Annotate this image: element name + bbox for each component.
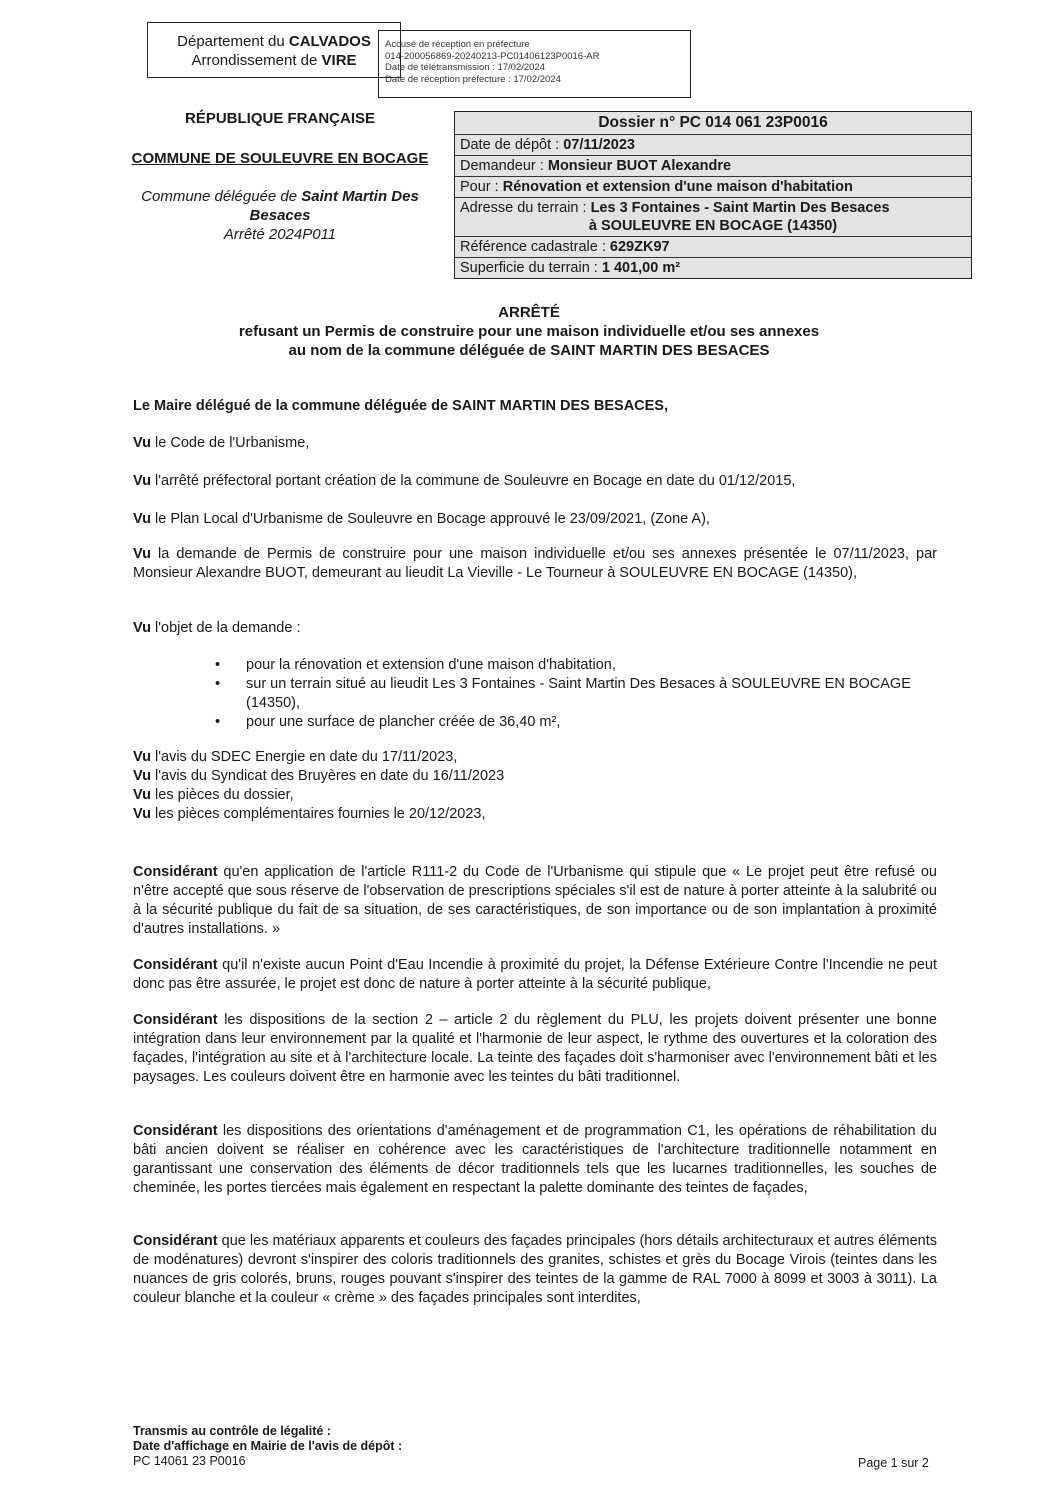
footer-affichage: Date d'affichage en Mairie de l'avis de dépôt : [133, 1439, 403, 1453]
arrete-title-heading: ARRÊTÉ [498, 304, 560, 321]
dossier-row-pour: Pour : Rénovation et extension d'une maison d'habitation [455, 176, 971, 197]
list-item: • pour la rénovation et extension d'une maison d'habitation, [215, 657, 616, 673]
bullet-icon: • [215, 676, 221, 692]
considerant-paragraph: Considérant les dispositions des orientations d'aménagement et de programmation C1, les opérations de réhabilitation du bâti ancien doivent se réaliser en cohérence avec les caractéristiques de l'architecture traditionnelle notamment en garantissant une conservation des éléments de décor traditionnels tels que les lucarnes traditionnelles, les souches de cheminée, les portes tiercées mais également en respectant la palette dominante des teintes de façades, [133, 1123, 937, 1196]
receipt-line: 014-200056869-20240213-PC01406123P0016-AR [385, 50, 600, 62]
vu-paragraph: Vu le Plan Local d'Urbanisme de Souleuvre en Bocage approuvé le 23/09/2021, (Zone A), [133, 511, 710, 527]
arrondissement-label: Arrondissement de [191, 52, 322, 69]
dossier-row-adresse: Adresse du terrain : Les 3 Fontaines - Saint Martin Des Besaces à SOULEUVRE EN BOCAGE (14350) [455, 197, 971, 236]
footer-reference: PC 14061 23 P0016 [133, 1454, 246, 1468]
arrete-title-subject: refusant un Permis de construire pour une maison individuelle et/ou ses annexes [238, 323, 820, 340]
vu-paragraph: Vu la demande de Permis de construire pour une maison individuelle et/ou ses annexes présentée le 07/11/2023, par Monsieur Alexandre BUOT, demeurant au lieudit La Vieville - Le Tourneur à SOULEUVRE EN BOCAGE (14350), [133, 546, 937, 581]
vu-list: Vu l'avis du SDEC Energie en date du 17/11/2023, Vu l'avis du Syndicat des Bruyères en date du 16/11/2023 Vu les pièces du dossier, Vu les pièces complémentaires fournies le 20/12/2023, [133, 749, 505, 822]
receipt-line: Date de télétransmission : 17/02/2024 [385, 62, 546, 73]
considerant-paragraph: Considérant qu'il n'existe aucun Point d'Eau Incendie à proximité du projet, la Défense Extérieure Contre l'Incendie ne peut donc pas être assurée, le projet est donc de nature à porter atteinte à la sécurité publique, [133, 957, 937, 992]
footer-block [133, 1424, 402, 1469]
department-box [147, 22, 401, 78]
dossier-row-cadastre: Référence cadastrale : 629ZK97 [455, 236, 971, 257]
bullet-icon: • [215, 657, 221, 673]
considerant-paragraph: Considérant les dispositions de la section 2 – article 2 du règlement du PLU, les projets doivent présenter une bonne intégration dans leur environnement par la qualité et l'harmonie de leur aspect, le rythme des ouvertures et la coloration des façades, l'intégration au site et à l'architecture locale. La teinte des façades doit s'harmoniser avec l'environnement bâti et les paysages. Les couleurs doivent être en harmonie avec les teintes du bâti traditionnel. [133, 1012, 937, 1085]
bullet-icon: • [215, 714, 221, 730]
dossier-row-depot: Date de dépôt : 07/11/2023 [455, 134, 971, 155]
dossier-row-demandeur: Demandeur : Monsieur BUOT Alexandre [455, 155, 971, 176]
prefecture-receipt-stamp [378, 30, 691, 98]
vu-paragraph: Vu l'objet de la demande : [133, 620, 301, 636]
department-label: Département du [177, 33, 289, 50]
dossier-table [454, 111, 972, 279]
maire-line: Le Maire délégué de la commune déléguée de SAINT MARTIN DES BESACES, [133, 398, 669, 414]
commune-deleguee-name: Saint Martin Des Besaces [249, 188, 419, 224]
vu-paragraph: Vu le Code de l'Urbanisme, [133, 435, 310, 451]
republic-heading: RÉPUBLIQUE FRANÇAISE [184, 110, 375, 127]
department-line [148, 32, 400, 51]
dossier-row-superficie: Superficie du terrain : 1 401,00 m² [455, 257, 971, 278]
page-number: Page 1 sur 2 [858, 1456, 929, 1470]
receipt-line: Date de réception préfecture : 17/02/2024 [385, 73, 561, 85]
list-item: • sur un terrain situé au lieudit Les 3 Fontaines - Saint Martin Des Besaces à SOULEUVRE EN BOCAGE (14350), [215, 676, 911, 711]
receipt-line: Accusé de réception en préfecture [385, 39, 530, 50]
list-item: • pour une surface de plancher créée de 36,40 m², [215, 714, 561, 730]
commune-heading: COMMUNE DE SOULEUVRE EN BOCAGE [131, 150, 429, 167]
dossier-number: Dossier n° PC 014 061 23P0016 [598, 114, 828, 131]
arrete-title-commune: au nom de la commune déléguée de SAINT MARTIN DES BESACES [288, 342, 770, 359]
considerant-paragraph: Considérant que les matériaux apparents et couleurs des façades principales (hors détails architecturaux et autres éléments de modénatures) devront s'inspirer des coloris traditionnels des granites, schistes et grès du Bocage Virois (teintes dans les nuances de gris colorés, bruns, rouges pouvant s'inspirer des teintes de la gamme de RAL 7000 à 8099 et 3003 à 3011). La couleur blanche et la couleur « crème » des façades principales sont interdites, [133, 1233, 937, 1306]
commune-deleguee: Commune déléguée de Saint Martin Des Besaces Arrêté 2024P011 [112, 187, 448, 244]
department-name: CALVADOS [288, 33, 371, 50]
arrondissement-line [148, 51, 400, 70]
arrondissement-name: VIRE [321, 52, 357, 69]
arrete-title [100, 303, 958, 360]
arrete-number: Arrêté 2024P011 [223, 226, 337, 243]
footer-legalite: Transmis au contrôle de légalité : [133, 1424, 331, 1438]
considerant-paragraph: Considérant qu'en application de l'article R111-2 du Code de l'Urbanisme qui stipule que « Le projet peut être refusé ou n'être accepté que sous réserve de l'observation de prescriptions spéciales s'il est de nature à porter atteinte à la salubrité ou à la sécurité publique du fait de sa situation, de ses caractéristiques, de son importance ou de son implantation à proximité d'autres installations. » [133, 864, 937, 937]
vu-paragraph: Vu l'arrêté préfectoral portant création de la commune de Souleuvre en Bocage en date du 01/12/2015, [133, 473, 796, 489]
demande-bullet-list [215, 656, 940, 732]
